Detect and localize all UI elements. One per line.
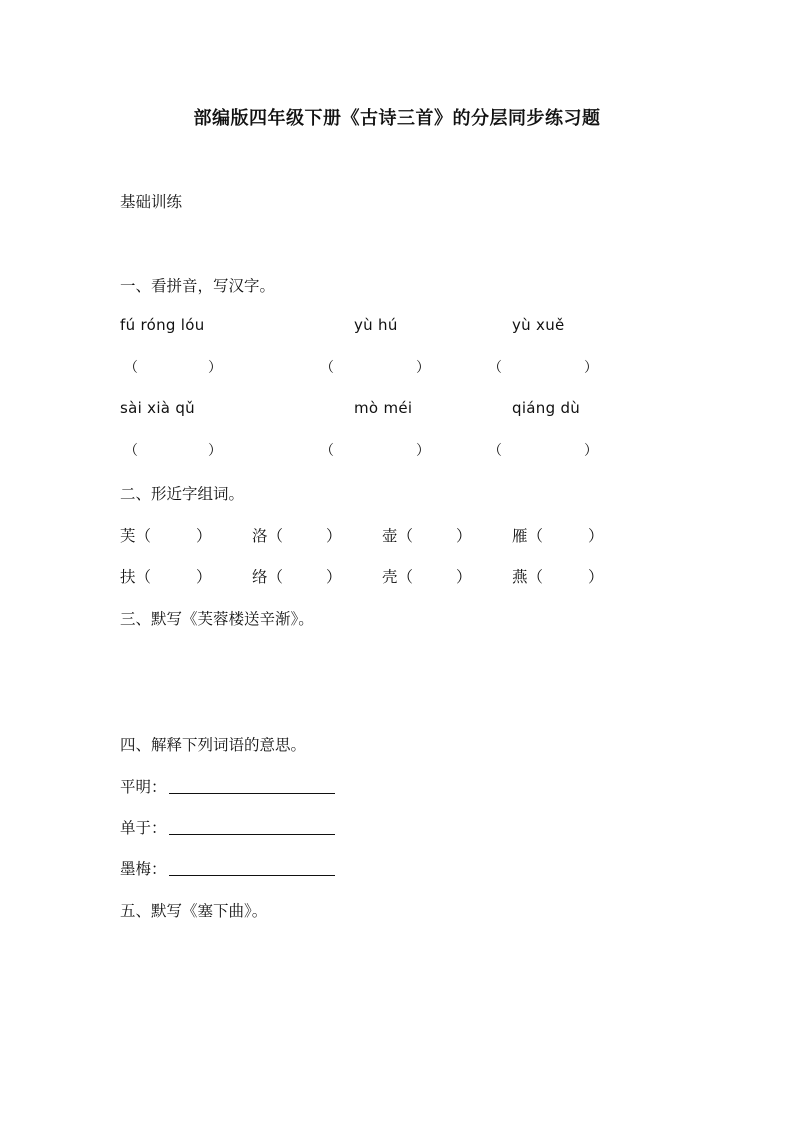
pinyin-item: yù hú bbox=[354, 316, 398, 334]
q2-heading: 二、形近字组词。 bbox=[120, 485, 245, 503]
answer-blank[interactable] bbox=[169, 820, 335, 835]
char-item: 芙（ bbox=[120, 527, 152, 545]
char-item: 燕（ bbox=[512, 568, 544, 586]
char-item: 洛（ bbox=[252, 527, 284, 545]
answer-blank[interactable] bbox=[169, 779, 335, 794]
paren-close: ） bbox=[584, 443, 598, 459]
answer-blank[interactable] bbox=[169, 861, 335, 876]
definition-item bbox=[120, 857, 335, 879]
paren-open: （ bbox=[124, 443, 138, 459]
paren-close: ） bbox=[208, 360, 222, 376]
paren-close: ） bbox=[588, 568, 604, 586]
term-label: 墨梅： bbox=[120, 860, 167, 878]
paren-open: （ bbox=[320, 443, 334, 459]
char-item: 络（ bbox=[252, 568, 284, 586]
term-label: 单于： bbox=[120, 819, 167, 837]
pinyin-item: qiáng dù bbox=[512, 399, 581, 417]
paren-close: ） bbox=[416, 443, 430, 459]
char-item: 壶（ bbox=[382, 527, 414, 545]
paren-open: （ bbox=[124, 360, 138, 376]
definition-item bbox=[120, 775, 335, 797]
paren-close: ） bbox=[326, 568, 342, 586]
pinyin-item: fú róng lóu bbox=[120, 316, 205, 334]
pinyin-item: mò méi bbox=[354, 399, 413, 417]
page-title: 部编版四年级下册《古诗三首》的分层同步练习题 bbox=[193, 108, 601, 129]
paren-open: （ bbox=[488, 360, 502, 376]
q5-heading: 五、默写《塞下曲》。 bbox=[120, 902, 268, 920]
char-item: 壳（ bbox=[382, 568, 414, 586]
q4-heading: 四、解释下列词语的意思。 bbox=[120, 736, 307, 754]
term-label: 平明： bbox=[120, 778, 167, 796]
paren-close: ） bbox=[208, 443, 222, 459]
q1-heading: 一、看拼音，写汉字。 bbox=[120, 277, 276, 295]
paren-close: ） bbox=[196, 527, 212, 545]
paren-close: ） bbox=[456, 527, 472, 545]
definition-item bbox=[120, 816, 335, 838]
pinyin-item: yù xuě bbox=[512, 316, 565, 334]
q3-heading: 三、默写《芙蓉楼送辛渐》。 bbox=[120, 610, 314, 628]
paren-open: （ bbox=[320, 360, 334, 376]
char-item: 扶（ bbox=[120, 568, 152, 586]
paren-close: ） bbox=[584, 360, 598, 376]
paren-close: ） bbox=[588, 527, 604, 545]
paren-open: （ bbox=[488, 443, 502, 459]
char-item: 雁（ bbox=[512, 527, 544, 545]
pinyin-item: sài xià qǔ bbox=[120, 399, 195, 417]
paren-close: ） bbox=[326, 527, 342, 545]
paren-close: ） bbox=[196, 568, 212, 586]
paren-close: ） bbox=[416, 360, 430, 376]
section-subtitle: 基础训练 bbox=[120, 193, 183, 211]
paren-close: ） bbox=[456, 568, 472, 586]
